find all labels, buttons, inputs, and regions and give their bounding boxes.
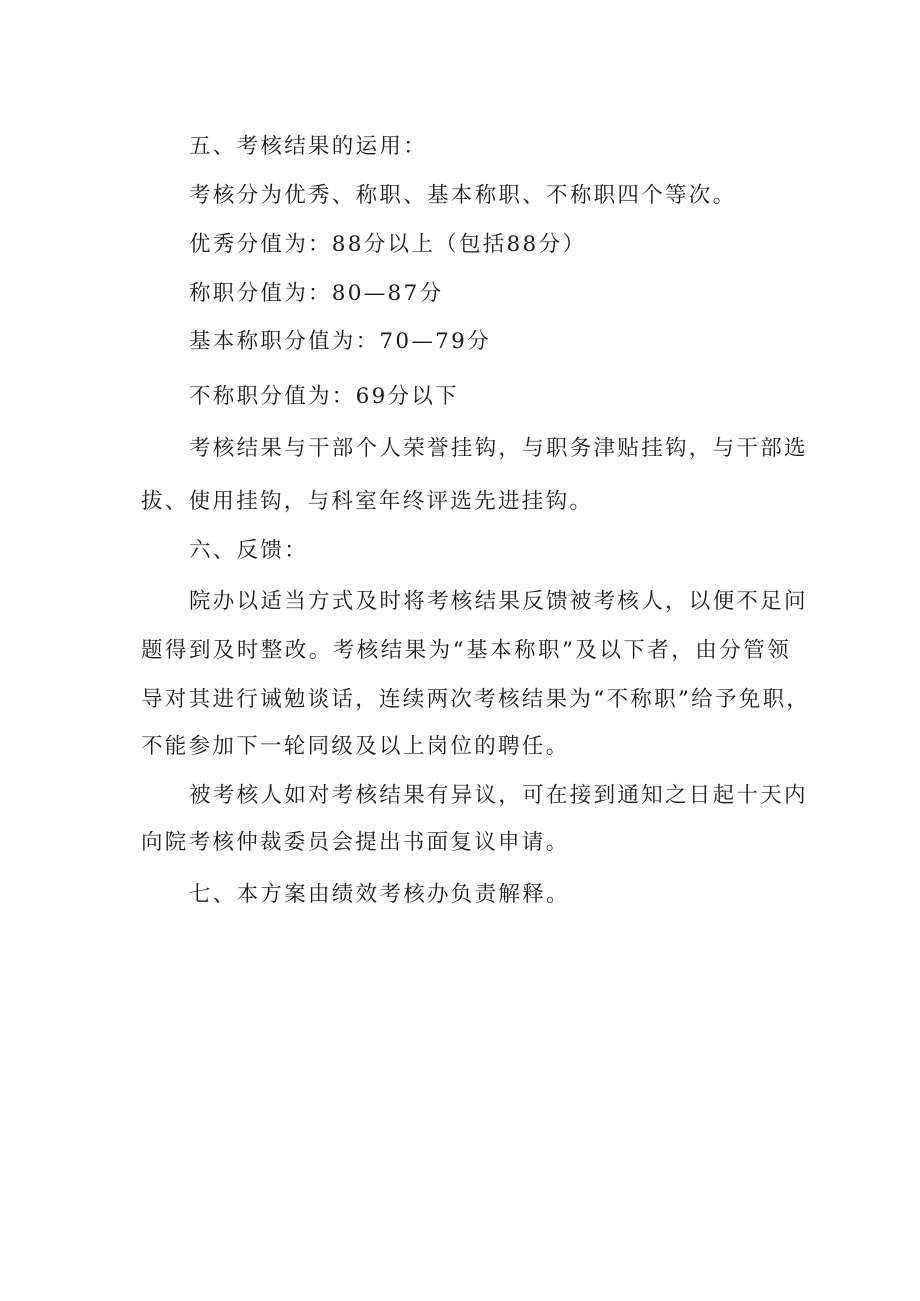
section-heading-5: 五、考核结果的运用：: [189, 134, 428, 159]
paragraph-line: 院办以适当方式及时将考核结果反馈被考核人，以便不足问: [189, 589, 808, 614]
paragraph-line: 称职分值为：80—87分: [189, 281, 444, 306]
paragraph-line: 题得到及时整改。考核结果为“基本称职”及以下者，由分管领: [141, 638, 791, 663]
paragraph-line: 不能参加下一轮同级及以上岗位的聘任。: [141, 734, 570, 759]
paragraph-line: 被考核人如对考核结果有异议，可在接到通知之日起十天内: [189, 783, 808, 808]
section-heading-7: 七、本方案由绩效考核办负责解释。: [189, 882, 570, 907]
paragraph-line: 向院考核仲裁委员会提出书面复议申请。: [141, 830, 570, 855]
paragraph-line: 不称职分值为：69分以下: [189, 384, 459, 409]
section-heading-6: 六、反馈：: [189, 538, 309, 563]
paragraph-line: 拔、使用挂钩，与科室年终评选先进挂钩。: [141, 489, 594, 514]
paragraph-line: 优秀分值为：88分以上（包括88分）: [189, 232, 587, 257]
paragraph-line: 考核分为优秀、称职、基本称职、不称职四个等次。: [189, 183, 737, 208]
paragraph-line: 导对其进行诫勉谈话，连续两次考核结果为“不称职”给予免职，: [141, 687, 811, 712]
paragraph-line: 考核结果与干部个人荣誉挂钩，与职务津贴挂钩，与干部选: [189, 436, 808, 461]
paragraph-line: 基本称职分值为：70—79分: [189, 329, 491, 354]
